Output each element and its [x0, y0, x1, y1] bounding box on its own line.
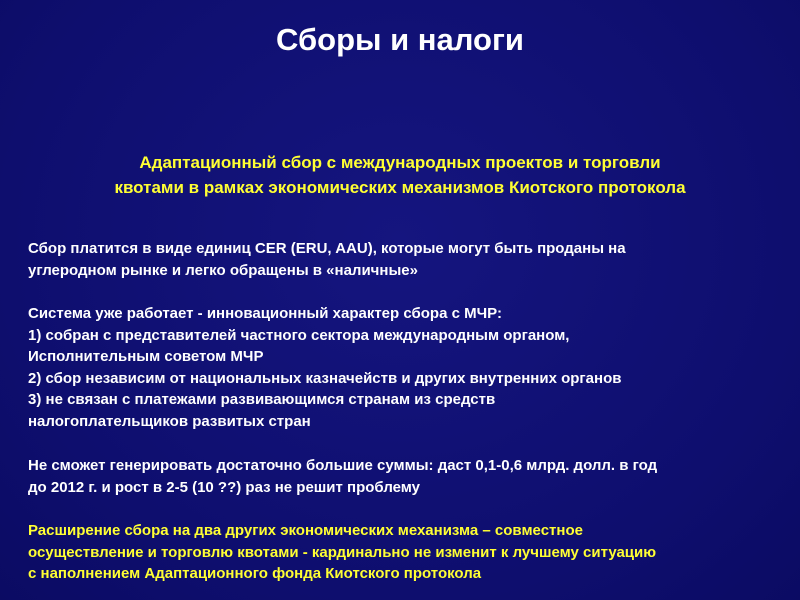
slide-subtitle — [20, 150, 780, 200]
paragraph-system-works — [28, 303, 788, 432]
subtitle-line: Адаптационный сбор с международных проектов и торговли — [139, 153, 661, 172]
text-line: углеродном рынке и легко обращены в «наличные» — [28, 261, 418, 279]
paragraph-cer-payment — [28, 238, 788, 281]
slide-title: Сборы и налоги — [276, 22, 524, 57]
text-line: налогоплательщиков развитых стран — [28, 412, 311, 430]
text-line: 3) не связан с платежами развивающимся странам из средств — [28, 391, 496, 408]
text-line: Расширение сбора на два других экономических механизма – совместное — [28, 522, 583, 539]
subtitle-line: квотами в рамках экономических механизмов Киотского протокола — [114, 178, 686, 197]
text-line: Сбор платится в виде единиц CER (ERU, AAU), которые могут быть проданы на — [28, 240, 626, 257]
text-line: до 2012 г. и рост в 2-5 (10 ??) раз не решит проблему — [28, 478, 421, 496]
text-line: осуществление и торговлю квотами - кардинально не изменит к лучшему ситуацию — [28, 543, 657, 561]
paragraph-extension — [28, 520, 788, 585]
text-line: Исполнительным советом МЧР — [28, 348, 264, 365]
text-line: Система уже работает - инновационный характер сбора с МЧР: — [28, 305, 502, 322]
paragraph-insufficient-sums — [28, 455, 788, 498]
text-line: Не сможет генерировать достаточно большие суммы: даст 0,1-0,6 млрд. долл. в год — [28, 457, 658, 474]
text-line: 2) сбор независим от национальных казначейств и других внутренних органов — [28, 369, 622, 387]
text-line: 1) собран с представителей частного сектора международным органом, — [28, 326, 570, 344]
text-line: с наполнением Адаптационного фонда Киотского протокола — [28, 565, 482, 582]
